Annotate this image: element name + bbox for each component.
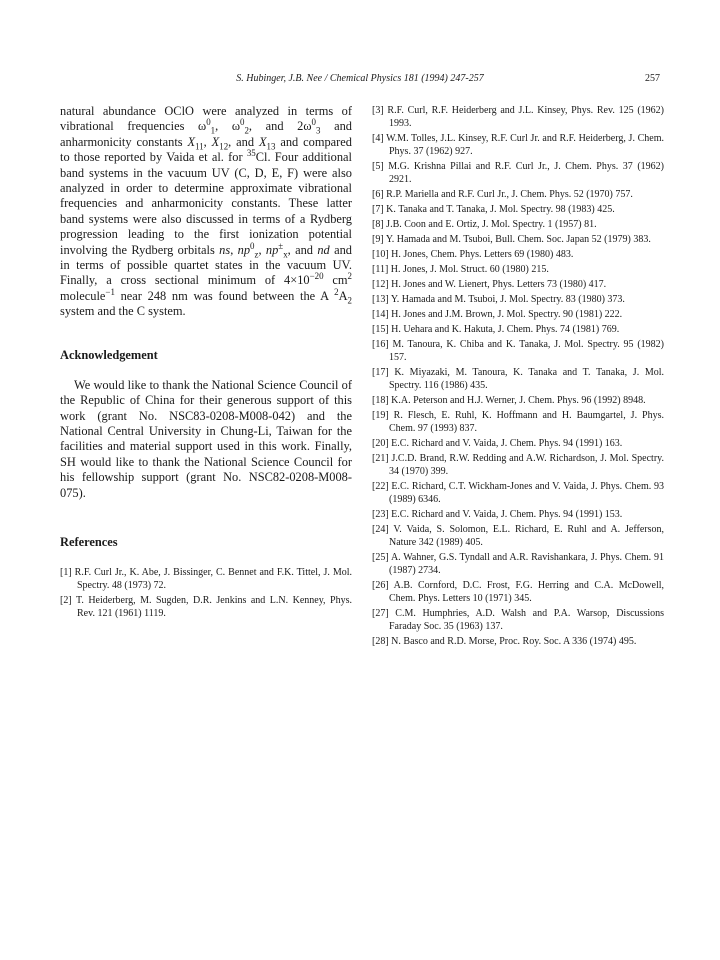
- reference-item: [23] E.C. Richard and V. Vaida, J. Chem. Phys. 94 (1991) 153.: [372, 509, 623, 520]
- right-column: [372, 104, 664, 650]
- reference-item: [21] J.C.D. Brand, R.W. Redding and A.W. Richardson, J. Mol. Spectry. 34 (1970) 399.: [372, 453, 665, 477]
- reference-item: [6] R.P. Mariella and R.F. Curl Jr., J. Chem. Phys. 52 (1970) 757.: [372, 189, 633, 200]
- acknowledgement-paragraph: We would like to thank the National Science Council of the Republic of China for their generous support of this work (grant No. NSC83-0208-M008-042) and the National Central University in Chung-Li, Taiwan for the facilities and material support used in this work. Finally, SH would like to thank the National Science Council for his fellowship support (grant No. NSC82-0208-M008-075).: [60, 377, 352, 500]
- conclusion-paragraph: natural abundance OClO were analyzed in terms of vibrational frequencies $\omega^0_1$, $\omega^0_2$, and $2\omega^0_3$ and anharmonicity constants $X_{11}$, $X_{12}$, and $X_{13}$ and compared to those reported by Vaida et al. for $^{35}$Cl. Four additional band systems in the vacuum UV (C, D, E, F) were also analyzed in order to determine approximate vibrational frequencies and anharmonicity constants. These latter band systems were also discussed in terms of a Rydberg progression leading to the first ionization potential involving the Rydberg orbitals ns, $np^0_z$, $np^\pm_x$, and nd and in terms of possible quartet states in the vacuum UV. Finally, a cross sectional minimum of $4\times 10^{-20}$ $cm^2$ molecule$^{-1}$ near 248 nm was found between the A $^2A_2$ system and the C system.: [60, 104, 353, 319]
- reference-item: [22] E.C. Richard, C.T. Wickham-Jones and V. Vaida, J. Phys. Chem. 93 (1989) 6346.: [372, 481, 665, 505]
- reference-item: [9] Y. Hamada and M. Tsuboi, Bull. Chem. Soc. Japan 52 (1979) 383.: [372, 234, 651, 245]
- reference-item: [24] V. Vaida, S. Solomon, E.L. Richard, E. Ruhl and A. Jefferson, Nature 342 (1989) 405.: [372, 524, 664, 548]
- left-column: [60, 104, 352, 622]
- reference-item: [14] H. Jones and J.M. Brown, J. Mol. Spectry. 90 (1981) 222.: [372, 309, 623, 320]
- reference-item: [28] N. Basco and R.D. Morse, Proc. Roy. Soc. A 336 (1974) 495.: [372, 636, 637, 647]
- reference-item: [26] A.B. Cornford, D.C. Frost, F.G. Herring and C.A. McDowell, Chem. Phys. Letters 10 (1971) 345.: [372, 580, 665, 604]
- reference-item: [27] C.M. Humphries, A.D. Walsh and P.A. Warsop, Discussions Faraday Soc. 35 (1963) 137.: [372, 608, 664, 632]
- running-head-citation: S. Hubinger, J.B. Nee / Chemical Physics 181 (1994) 247-257: [236, 73, 484, 84]
- reference-item: [15] H. Uehara and K. Hakuta, J. Chem. Phys. 74 (1981) 769.: [372, 324, 620, 335]
- reference-item: [25] A. Wahner, G.S. Tyndall and A.R. Ravishankara, J. Phys. Chem. 91 (1987) 2734.: [372, 552, 664, 576]
- reference-item: [19] R. Flesch, E. Ruhl, K. Hoffmann and H. Baumgartel, J. Phys. Chem. 97 (1993) 837.: [372, 410, 665, 434]
- reference-item: [17] K. Miyazaki, M. Tanoura, K. Tanaka and T. Tanaka, J. Mol. Spectry. 116 (1986) 435.: [372, 367, 665, 391]
- references-heading: References: [60, 534, 118, 549]
- reference-item: [2] T. Heiderberg, M. Sugden, D.R. Jenkins and L.N. Kenney, Phys. Rev. 121 (1961) 1119.: [60, 594, 352, 619]
- reference-item: [7] K. Tanaka and T. Tanaka, J. Mol. Spectry. 98 (1983) 425.: [372, 204, 615, 215]
- reference-item: [4] W.M. Tolles, J.L. Kinsey, R.F. Curl Jr. and R.F. Heiderberg, J. Chem. Phys. 37 (1962) 927.: [372, 133, 664, 157]
- reference-list-right: [372, 104, 664, 648]
- reference-item: [1] R.F. Curl Jr., K. Abe, J. Bissinger, C. Bennet and F.K. Tittel, J. Mol. Spectry. 48 (1973) 72.: [60, 566, 352, 591]
- reference-item: [18] K.A. Peterson and H.J. Werner, J. Chem. Phys. 96 (1992) 8948.: [372, 395, 646, 406]
- reference-list-left: [60, 566, 352, 620]
- reference-item: [12] H. Jones and W. Lienert, Phys. Letters 73 (1980) 417.: [372, 279, 607, 290]
- reference-item: [8] J.B. Coon and E. Ortiz, J. Mol. Spectry. 1 (1957) 81.: [372, 219, 597, 230]
- page-number: 257: [645, 73, 660, 84]
- reference-item: [16] M. Tanoura, K. Chiba and K. Tanaka, J. Mol. Spectry. 95 (1982) 157.: [372, 339, 664, 363]
- reference-item: [3] R.F. Curl, R.F. Heiderberg and J.L. Kinsey, Phys. Rev. 125 (1962) 1993.: [372, 105, 664, 129]
- acknowledgement-heading: Acknowledgement: [60, 347, 158, 362]
- reference-item: [11] H. Jones, J. Mol. Struct. 60 (1980) 215.: [372, 264, 549, 275]
- reference-item: [5] M.G. Krishna Pillai and R.F. Curl Jr., J. Chem. Phys. 37 (1962) 2921.: [372, 161, 664, 185]
- reference-item: [10] H. Jones, Chem. Phys. Letters 69 (1980) 483.: [372, 249, 574, 260]
- running-head: [60, 73, 660, 87]
- reference-item: [13] Y. Hamada and M. Tsuboi, J. Mol. Spectry. 83 (1980) 373.: [372, 294, 625, 305]
- reference-item: [20] E.C. Richard and V. Vaida, J. Chem. Phys. 94 (1991) 163.: [372, 438, 623, 449]
